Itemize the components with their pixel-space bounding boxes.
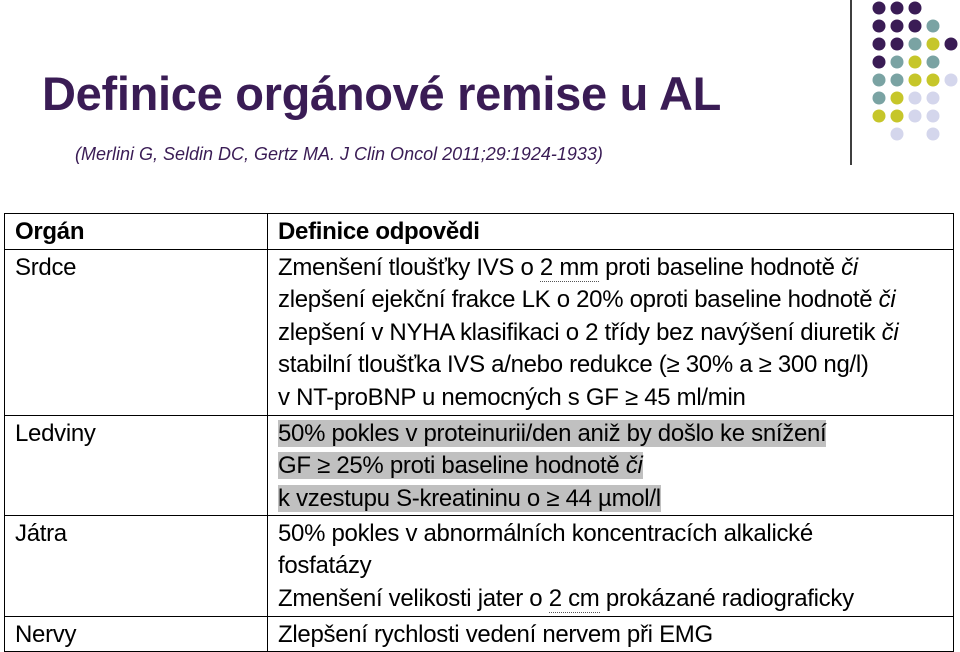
definition-line: GF ≥ 25% proti baseline hodnotě či <box>278 452 643 479</box>
table-row <box>5 415 954 515</box>
dot <box>927 20 940 33</box>
dot <box>909 74 922 87</box>
definition-line: fosfatázy <box>278 552 372 579</box>
table-header-row <box>5 214 954 250</box>
dot <box>909 2 922 15</box>
citation: (Merlini G, Seldin DC, Gertz MA. J Clin Oncol 2011;29:1924-1933) <box>75 144 603 164</box>
definition-text <box>268 250 953 415</box>
dot <box>927 110 940 123</box>
definition-line: Zlepšení rychlosti vedení nervem při EMG <box>278 620 713 648</box>
dot <box>873 2 886 15</box>
slide-title: Definice orgánové remise u AL <box>42 67 722 120</box>
organ-name: Srdce <box>15 253 77 281</box>
dot <box>927 92 940 105</box>
dot <box>909 38 922 51</box>
dot <box>909 110 922 123</box>
header-organ: Orgán <box>15 218 85 245</box>
organ-name: Nervy <box>15 620 77 648</box>
vertical-divider <box>850 0 852 165</box>
dot <box>909 92 922 105</box>
definition-line: 50% pokles v abnormálních koncentracích alkalické <box>278 519 813 547</box>
dot <box>909 56 922 69</box>
definition-line: Zmenšení velikosti jater o 2 cm prokázané radiograficky <box>278 584 854 612</box>
definition-line: 50% pokles v proteinurii/den aniž by došlo ke snížení <box>278 419 827 447</box>
dot <box>873 20 886 33</box>
dot <box>945 74 958 87</box>
dot <box>927 38 940 51</box>
organ-response-table <box>4 213 954 652</box>
dot <box>891 128 904 141</box>
definition-line: Zmenšení tloušťky IVS o 2 mm proti baseline hodnotě či <box>278 253 858 281</box>
dot <box>927 56 940 69</box>
dot <box>873 56 886 69</box>
dot <box>891 38 904 51</box>
definition-line: k vzestupu S-kreatininu o ≥ 44 µmol/l <box>278 484 661 512</box>
dot <box>891 110 904 123</box>
dot <box>891 74 904 87</box>
decorative-dot-grid <box>866 0 960 146</box>
definition-text <box>268 416 953 515</box>
table-row <box>5 249 954 415</box>
dot <box>891 56 904 69</box>
dot <box>927 74 940 87</box>
dot <box>891 20 904 33</box>
dot <box>873 38 886 51</box>
dot <box>873 110 886 123</box>
dot <box>891 92 904 105</box>
definition-line: stabilní tloušťka IVS a/nebo redukce (≥ 30% a ≥ 300 ng/l) <box>278 351 869 378</box>
dot <box>909 20 922 33</box>
dot <box>927 128 940 141</box>
dot <box>945 38 958 51</box>
definition-line: v NT-proBNP u nemocných s GF ≥ 45 ml/min <box>278 383 746 411</box>
dot <box>873 74 886 87</box>
dot <box>873 92 886 105</box>
definition-text <box>268 617 953 651</box>
table-row <box>5 515 954 616</box>
definition-line: zlepšení v NYHA klasifikaci o 2 třídy bez navýšení diuretik či <box>278 318 899 346</box>
definition-text <box>268 516 953 616</box>
organ-name: Ledviny <box>15 419 96 447</box>
dot <box>891 2 904 15</box>
organ-name: Játra <box>15 519 67 547</box>
header-definition: Definice odpovědi <box>278 218 480 245</box>
table-row <box>5 616 954 652</box>
definition-line: zlepšení ejekční frakce LK o 20% oproti baseline hodnotě či <box>278 286 896 313</box>
